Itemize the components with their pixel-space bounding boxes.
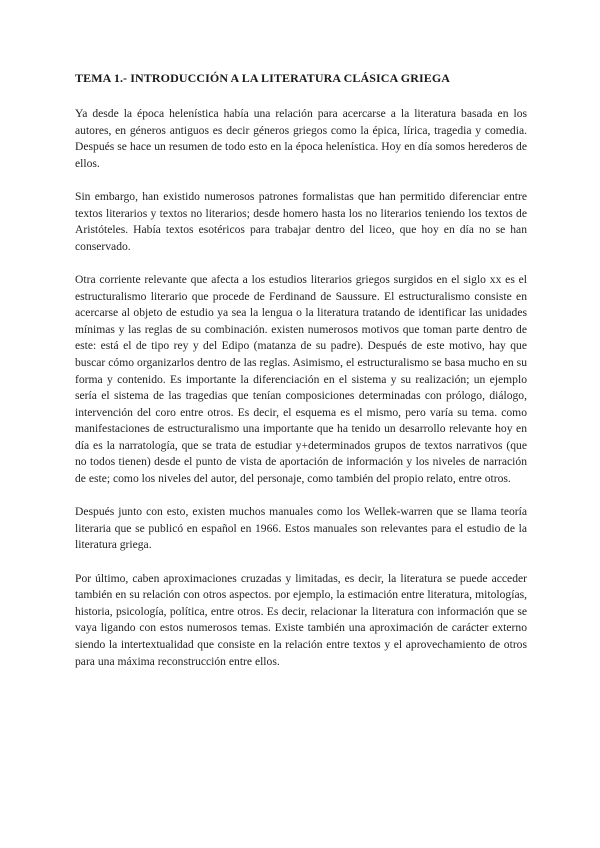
paragraph-formalism: Sin embargo, han existido numerosos patrones formalistas que han permitido diferenciar entre textos literarios y textos no literarios; desde homero hasta los no literarios teniendo los textos de Aristóteles. Había textos esotéricos para trabajar dentro del liceo, que hoy en día no se han conservado. <box>75 189 527 253</box>
document-body <box>75 70 527 687</box>
paragraph-structuralism: Otra corriente relevante que afecta a los estudios literarios griegos surgidos en el siglo xx es el estructuralismo literario que procede de Ferdinand de Saussure. El estructuralismo consiste en acercarse al objeto de estudio ya sea la lengua o la literatura tratando de identificar las unidades mínimas y las reglas de su combinación. existen numerosos motivos que toman parte dentro de este: está el de tipo rey y del Edipo (matanza de su padre). Después de este motivo, hay que buscar cómo organizarlos dentro de las reglas. Asimismo, el estructuralismo se basa mucho en su forma y contenido. Es importante la diferenciación en el sistema y su realización; un ejemplo sería el sistema de las tragedias que tenían composiciones determinadas con prólogo, diálogo, intervención del coro entre otros. Es decir, el esquema es el mismo, pero varía su tema. como manifestaciones de estructuralismo una importante que ha tenido un desarrollo relevante hoy en día es la narratología, que se trata de estudiar y+determinados grupos de textos narrativos (que no todos tienen) desde el punto de vista de aportación de información y los niveles de narración de este; como los niveles del autor, del personaje, como también del propio relato, entre otros. <box>75 272 527 486</box>
paragraph-manuals: Después junto con esto, existen muchos manuales como los Wellek-warren que se llama teoría literaria que se publicó en español en 1966. Estos manuales son relevantes para el estudio de la literatura griega. <box>75 505 527 552</box>
paragraph-approximations: Por último, caben aproximaciones cruzadas y limitadas, es decir, la literatura se puede acceder también en su relación con otros aspectos. por ejemplo, la estimación entre literatura, mitologías, historia, psicología, política, entre otros. Es decir, relacionar la literatura con información que se vaya ligando con estos numerosos temas. Existe también una aproximación de carácter externo siendo la intertextualidad que consiste en la relación entre textos y el aprovechamiento de otros para una máxima reconstrucción entre ellos. <box>75 571 527 668</box>
paragraph-hellenistic: Ya desde la época helenística había una relación para acercarse a la literatura basada en los autores, en géneros antiguos es decir géneros griegos como la épica, lírica, tragedia y comedia. Después se hace un resumen de todo esto en la época helenística. Hoy en día somos herederos de ellos. <box>75 107 527 170</box>
page-title: TEMA 1.- INTRODUCCIÓN A LA LITERATURA CLÁSICA GRIEGA <box>75 71 451 85</box>
